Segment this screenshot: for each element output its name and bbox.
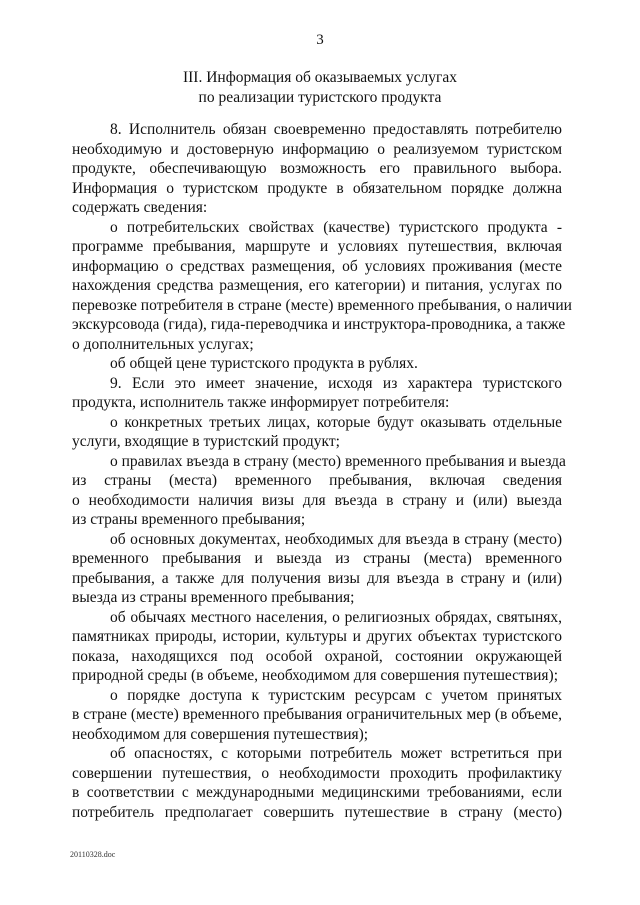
paragraph	[72, 686, 562, 745]
paragraph-line: содержать сведения:	[72, 199, 208, 216]
section-heading-line-2: по реализации туристского продукта	[198, 89, 442, 106]
paragraph-line: о конкретных третьих лицах, которые будут оказывать отдельные	[110, 413, 562, 431]
paragraph-line: пребывания, а также для получения визы для въезда в страну и (или)	[72, 569, 562, 587]
paragraph-line: Информация о туристском продукте в обязательном порядке должна	[72, 179, 562, 197]
paragraph	[72, 120, 562, 218]
paragraph	[72, 608, 562, 686]
paragraph-line: об основных документах, необходимых для въезда в страну (место)	[110, 530, 562, 548]
paragraph-line: о порядке доступа к туристским ресурсам с учетом принятых	[110, 686, 562, 704]
paragraph-line: услуги, входящие в туристский продукт;	[72, 433, 340, 450]
paragraph-line: экскурсовода (гида), гида-переводчика и инструктора-проводника, а также	[72, 316, 566, 333]
paragraph	[72, 354, 562, 374]
paragraph-line: о правилах въезда в страну (место) временного пребывания и выезда	[110, 452, 566, 470]
paragraph-line: 9. Если это имеет значение, исходя из характера туристского	[110, 374, 562, 392]
paragraph-line: продукте, обеспечивающую возможность его правильного выбора.	[72, 160, 562, 177]
paragraph-line: совершении путешествия, о необходимости проходить профилактику	[72, 764, 562, 782]
paragraph-line: продукта, исполнитель также информирует потребителя:	[72, 394, 450, 411]
paragraph-line: потребитель предполагает совершить путешествие в страну (место)	[72, 803, 562, 821]
paragraph-line: об общей цене туристского продукта в рублях.	[110, 355, 418, 372]
paragraph-line: природной среды (в объеме, необходимом для совершения путешествия);	[72, 667, 559, 684]
paragraph-line: программе пребывания, маршруте и условиях путешествия, включая	[72, 238, 562, 255]
paragraph-line: необходимую и достоверную информацию о реализуемом туристском	[72, 140, 562, 158]
page-number: 3	[316, 32, 324, 48]
paragraph	[72, 413, 562, 452]
paragraph-line: о дополнительных услугах;	[72, 335, 254, 353]
paragraph-line: нахождения средства размещения, его категории) и питания, услугах по	[72, 277, 562, 294]
paragraph-line: из страны временного пребывания;	[72, 511, 306, 528]
paragraph-line: показа, находящихся под особой охраной, состоянии окружающей	[72, 647, 562, 665]
paragraph	[72, 530, 562, 608]
paragraph-line: в стране (месте) временного пребывания ограничительных мер (в объеме,	[72, 706, 562, 723]
paragraph-line: 8. Исполнитель обязан своевременно предоставлять потребителю	[110, 121, 562, 138]
paragraph-line: информацию о средствах размещения, об условиях проживания (месте	[72, 257, 562, 275]
paragraph	[72, 452, 566, 530]
paragraph-line: об обычаях местного населения, о религиозных обрядах, святынях,	[110, 608, 562, 626]
paragraph-line: о необходимости наличия визы для въезда в страну и (или) выезда	[72, 491, 562, 509]
paragraph	[72, 744, 562, 822]
paragraph-line: в соответствии с международными медицинскими требованиями, если	[72, 784, 562, 801]
paragraph-line: временного пребывания и выезда из страны (места) временного	[72, 550, 562, 567]
document-body	[72, 120, 572, 822]
paragraph-line: необходимом для совершения путешествия);	[72, 725, 369, 743]
paragraph-line: из страны (места) временного пребывания, включая сведения	[72, 472, 562, 489]
section-heading-line-1: III. Информация об оказываемых услугах	[182, 69, 457, 86]
paragraph-line: о потребительских свойствах (качестве) туристского продукта -	[110, 218, 562, 236]
footer-filename: 20110328.doc	[70, 850, 116, 859]
paragraph	[72, 374, 562, 413]
section-heading	[0, 68, 640, 108]
paragraph-line: перевозке потребителя в стране (месте) временного пребывания, о наличии	[72, 296, 572, 314]
paragraph-line: выезда из страны временного пребывания;	[72, 589, 355, 606]
paragraph-line: об опасностях, с которыми потребитель может встретиться при	[110, 745, 562, 762]
paragraph	[72, 218, 572, 355]
paragraph-line: памятниках природы, истории, культуры и других объектах туристского	[72, 628, 562, 645]
